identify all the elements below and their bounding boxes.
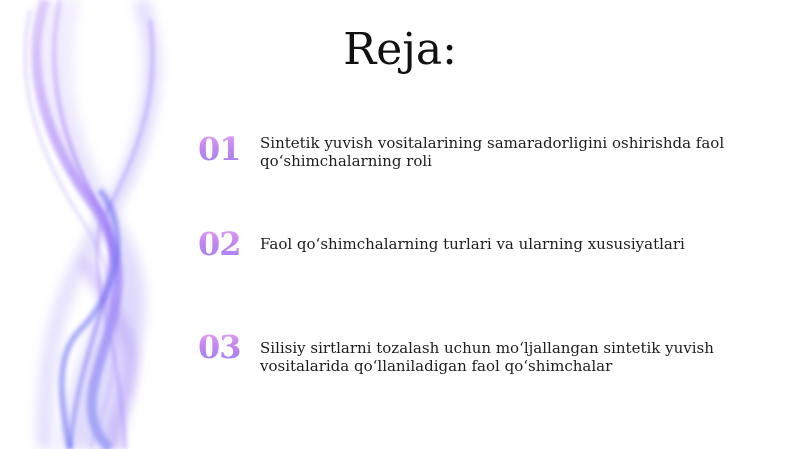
agenda-item-text: Silisiy sirtlarni tozalash uchun mo‘ljallangan sintetik yuvish vositalarida qo‘llaniladigan faol qo‘shimchalar bbox=[260, 339, 714, 375]
slide-title: Reja: bbox=[343, 24, 457, 75]
agenda-item-text: Faol qo‘shimchalarning turlari va ularning xususiyatlari bbox=[260, 235, 685, 253]
decorative-smoke-ribbon bbox=[0, 0, 200, 449]
agenda-item-text: Sintetik yuvish vositalarining samaradorligini oshirishda faol qo‘shimchalarning roli bbox=[260, 134, 725, 170]
agenda-item-number: 03 bbox=[198, 329, 248, 365]
agenda-item-number: 02 bbox=[198, 226, 248, 262]
agenda-item-number: 01 bbox=[198, 131, 248, 167]
